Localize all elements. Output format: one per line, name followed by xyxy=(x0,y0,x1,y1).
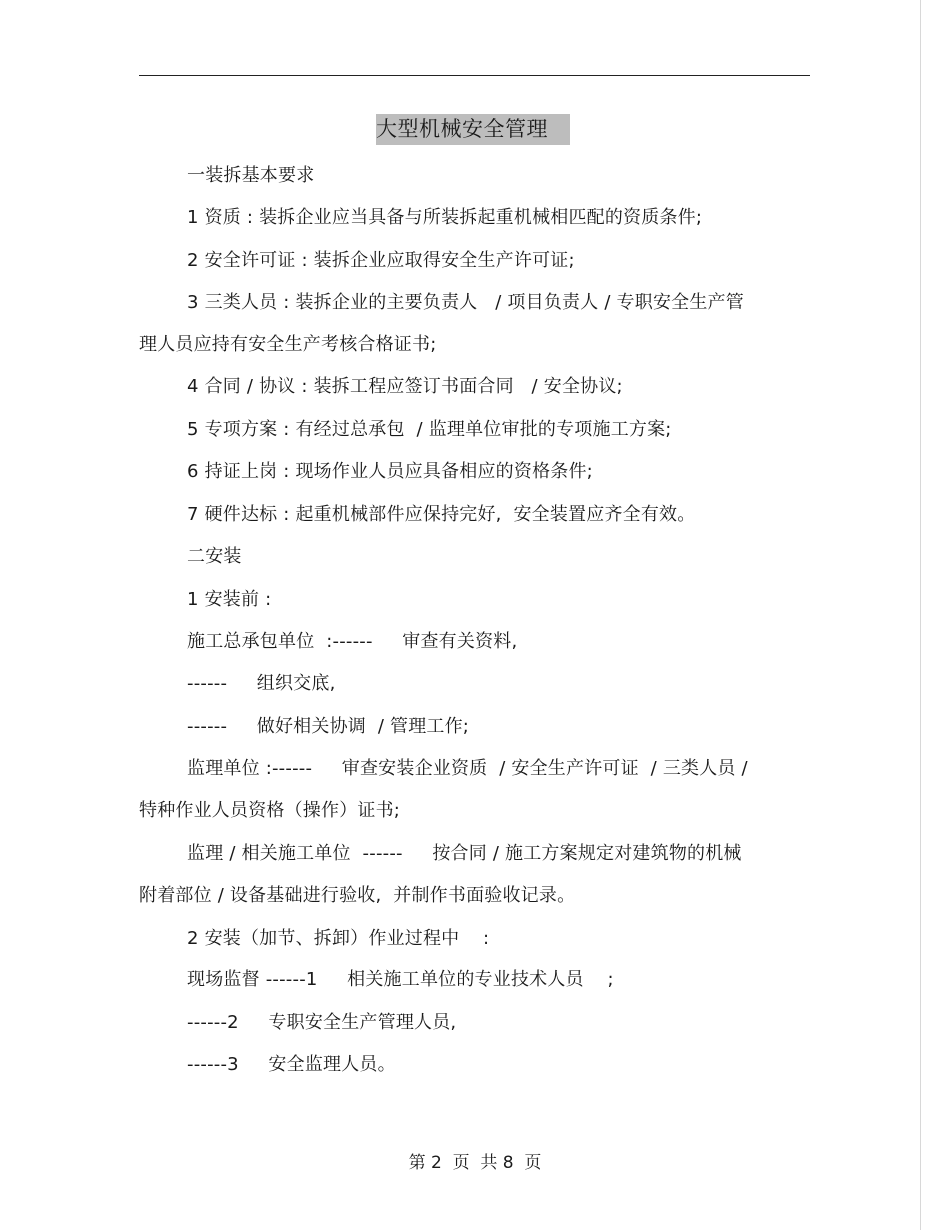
paragraph-line: 1 安装前 : xyxy=(187,589,272,610)
section-heading-install: 二安装 xyxy=(187,546,242,567)
paragraph-line: 7 硬件达标 : 起重机械部件应保持完好, 安全装置应齐全有效。 xyxy=(187,504,696,525)
paragraph-line: 监理 / 相关施工单位 ------ 按合同 / 施工方案规定对建筑物的机械 xyxy=(187,843,742,864)
paragraph-line: ------ 做好相关协调 / 管理工作; xyxy=(187,716,470,737)
paragraph-line: 附着部位 / 设备基础进行验收, 并制作书面验收记录。 xyxy=(139,885,576,906)
paragraph-line: ------2 专职安全生产管理人员, xyxy=(187,1012,457,1033)
document-title: 大型机械安全管理 xyxy=(376,114,570,145)
paragraph-line: 特种作业人员资格（操作）证书; xyxy=(139,800,401,821)
paragraph-line: 理人员应持有安全生产考核合格证书; xyxy=(139,334,437,355)
header-rule xyxy=(139,75,810,76)
paragraph-line: 4 合同 / 协议 : 装拆工程应签订书面合同 / 安全协议; xyxy=(187,376,623,397)
section-heading-requirements: 一装拆基本要求 xyxy=(187,165,315,186)
paragraph-line: 监理单位 :------ 审查安装企业资质 / 安全生产许可证 / 三类人员 / xyxy=(187,758,748,779)
paragraph-line: 3 三类人员 : 装拆企业的主要负责人 / 项目负责人 / 专职安全生产管 xyxy=(187,292,744,313)
page-number: 第 2 页 共 8 页 xyxy=(408,1153,542,1173)
paragraph-line: ------3 安全监理人员。 xyxy=(187,1054,396,1075)
paragraph-line: 2 安全许可证 : 装拆企业应取得安全生产许可证; xyxy=(187,250,575,271)
paragraph-line: 6 持证上岗 : 现场作业人员应具备相应的资格条件; xyxy=(187,461,593,482)
paragraph-line: 现场监督 ------1 相关施工单位的专业技术人员 ; xyxy=(187,969,614,990)
paragraph-line: 5 专项方案 : 有经过总承包 / 监理单位审批的专项施工方案; xyxy=(187,419,672,440)
paragraph-line: 1 资质 : 装拆企业应当具备与所装拆起重机械相匹配的资质条件; xyxy=(187,207,703,228)
paragraph-line: 2 安装（加节、拆卸）作业过程中 : xyxy=(187,928,490,949)
page-edge xyxy=(920,0,921,1230)
paragraph-line: ------ 组织交底, xyxy=(187,673,336,694)
paragraph-line: 施工总承包单位 :------ 审查有关资料, xyxy=(187,631,518,652)
